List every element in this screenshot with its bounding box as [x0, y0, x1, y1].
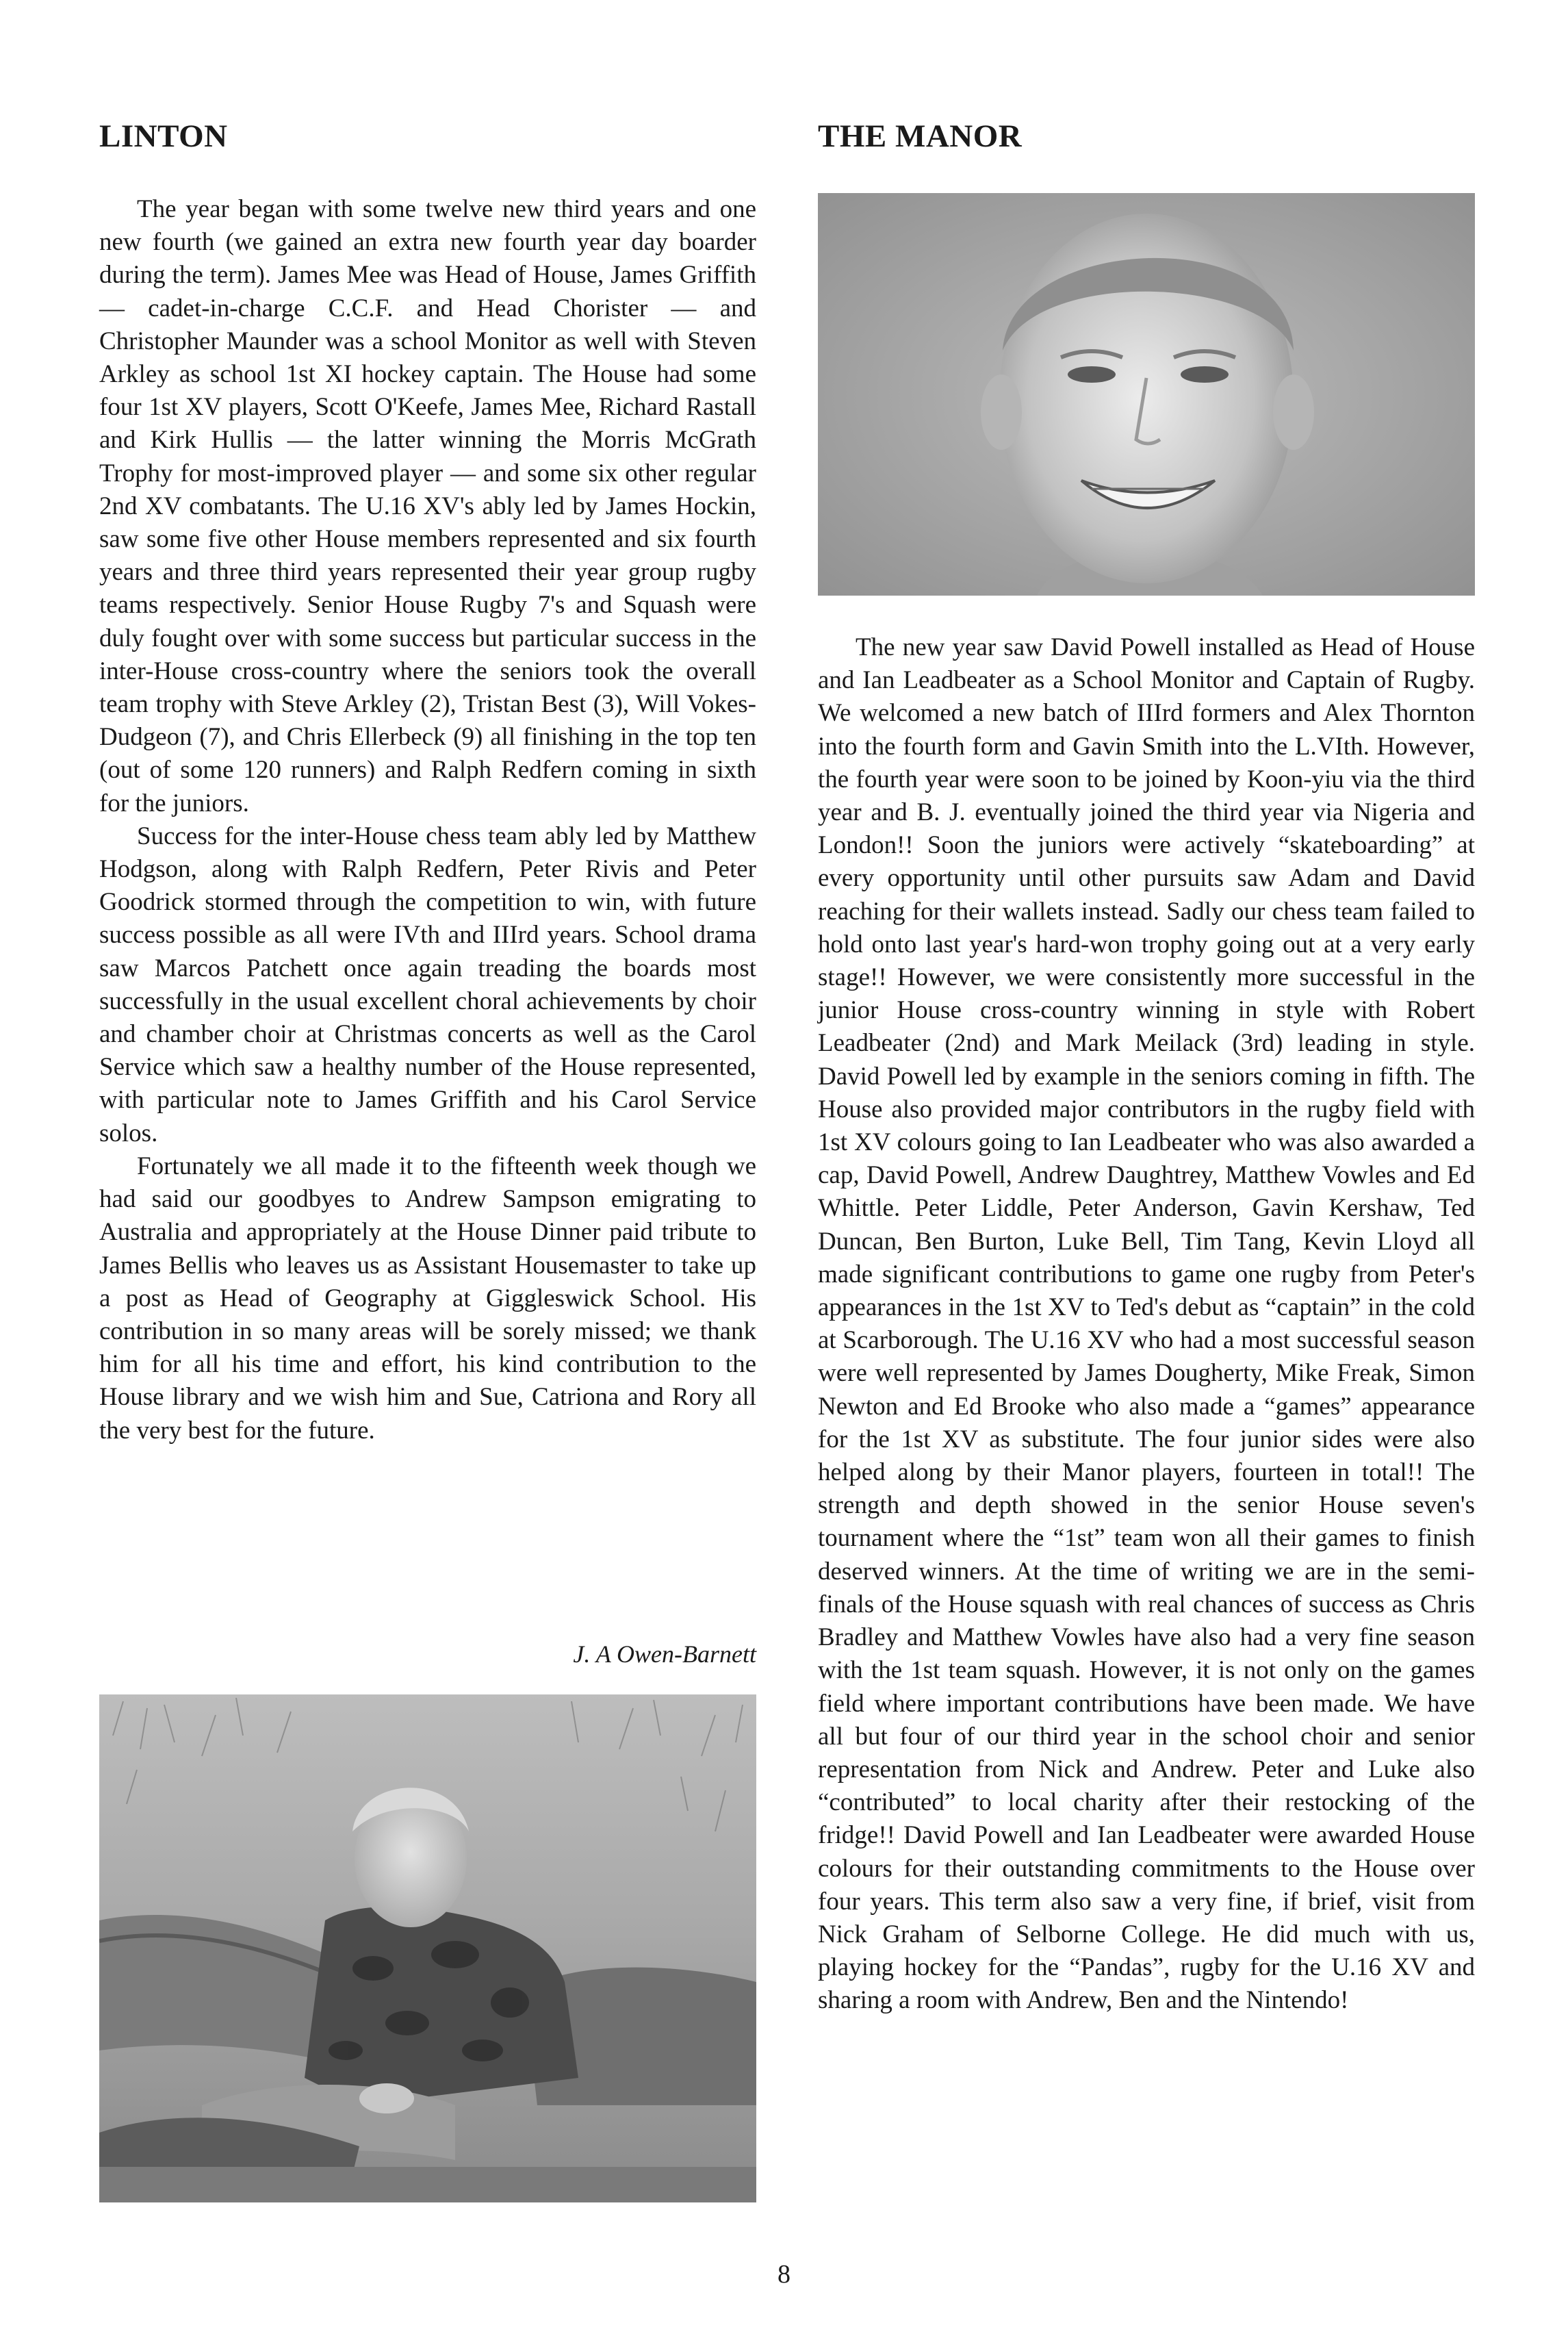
- manor-article: [818, 631, 1475, 2018]
- linton-article: [99, 193, 756, 1447]
- linton-photo: [99, 1694, 756, 2202]
- manor-heading: THE MANOR: [818, 118, 1023, 154]
- manor-photo: [818, 193, 1475, 596]
- linton-heading: LINTON: [99, 118, 228, 154]
- linton-signature: J. A Owen-Barnett: [573, 1640, 756, 1668]
- seated-boy-photo: [99, 1694, 756, 2202]
- linton-paragraph: Success for the inter-House chess team ably led by Matthew Hodgson, along with Ralph Redfern, Peter Rivis and Peter Goodrick stormed through the competition to win, with future success possible as all were IVth and IIIrd years. School drama saw Marcos Patchett once again treading the boards most successfully in the usual excellent choral achievements by choir and chamber choir at Christmas concerts as well as the Carol Service which saw a healthy number of the House represented, with particular note to James Griffith and his Carol Service solos.: [99, 822, 756, 1147]
- page-number: 8: [777, 2260, 791, 2289]
- linton-paragraph: Fortunately we all made it to the fifteenth week though we had said our goodbyes to Andrew Sampson emigrating to Australia and appropriately at the House Dinner paid tribute to James Bellis who leaves us as Assistant Housemaster to take up a post as Head of Geography at Giggleswick School. His contribution in so many areas will be sorely missed; we thank him for all his time and effort, his kind contribution to the House library and we wish him and Sue, Catriona and Rory all the very best for the future.: [99, 1152, 756, 1445]
- manor-paragraph: The new year saw David Powell installed as Head of House and Ian Leadbeater as a School Monitor and Captain of Rugby. We welcomed a new batch of IIIrd formers and Alex Thornton into the fourth form and Gavin Smith into the L.VIth. However, the fourth year were soon to be joined by Koon-yiu via the third year and B. J. eventually joined the third year via Nigeria and London!! Soon the juniors were actively “skateboarding” at every opportunity until other pursuits saw Adam and David reaching for their wallets instead. Sadly our chess team failed to hold onto last year's hard-won trophy going out at a very early stage!! However, we were consistently more successful in the junior House cross-country winning in style with Robert Leadbeater (2nd) and Mark Meilack (3rd) leading in style. David Powell led by example in the seniors coming in fifth. The House also provided major contributors in the rugby field with 1st XV colours going to Ian Leadbeater who was also awarded a cap, David Powell, Andrew Daughtrey, Matthew Vowles and Ed Whittle. Peter Liddle, Peter Anderson, Gavin Kershaw, Ted Duncan, Ben Burton, Luke Bell, Tim Tang, Kevin Lloyd all made significant contributions to game one rugby from Peter's appearances in the 1st XV to Ted's debut as “captain” in the cold at Scarborough. The U.16 XV who had a most successful season were well represented by James Dougherty, Mike Freak, Simon Newton and Ed Brooke who also made a “games” appearance for the 1st XV as substitute. The four junior sides were also helped along by their Manor players, fourteen in total!! The strength and depth showed in the senior House seven's tournament where the “1st” team won all their games to finish deserved winners. At the time of writing we are in the semi-finals of the House squash with real chances of success as Chris Bradley and Matthew Vowles have also had a very fine season with the 1st team squash. However, it is not only on the games field where important contributions have been made. We have all but four of our third year in the school choir and senior representation from Nick and Andrew. Peter and Luke also “contributed” to local charity after their restocking of the fridge!! David Powell and Ian Leadbeater were awarded House colours for their outstanding commitments to the House over four years. This term also saw a very fine, if brief, visit from Nick Graham of Selborne College. He did much with us, playing hockey for the “Pandas”, rugby for the U.16 XV and sharing a room with Andrew, Ben and the Nintendo!: [818, 633, 1475, 2015]
- linton-paragraph: The year began with some twelve new third years and one new fourth (we gained an extra new fourth year day boarder during the term). James Mee was Head of House, James Griffith — cadet-in-charge C.C.F. and Head Chorister — and Christopher Maunder was a school Monitor as well with Steven Arkley as school 1st XI hockey captain. The House had some four 1st XV players, Scott O'Keefe, James Mee, Richard Rastall and Kirk Hullis — the latter winning the Morris McGrath Trophy for most-improved player — and some six other regular 2nd XV combatants. The U.16 XV's ably led by James Hockin, saw some five other House members represented and six fourth years and three third years represented their year group rugby teams respectively. Senior House Rugby 7's and Squash were duly fought over with some success but particular success in the inter-House cross-country where the seniors took the overall team trophy with Steve Arkley (2), Tristan Best (3), Will Vokes-Dudgeon (7), and Chris Ellerbeck (9) all finishing in the top ten (out of some 120 runners) and Ralph Redfern coming in sixth for the juniors.: [99, 195, 756, 817]
- smiling-boy-portrait: [818, 193, 1475, 596]
